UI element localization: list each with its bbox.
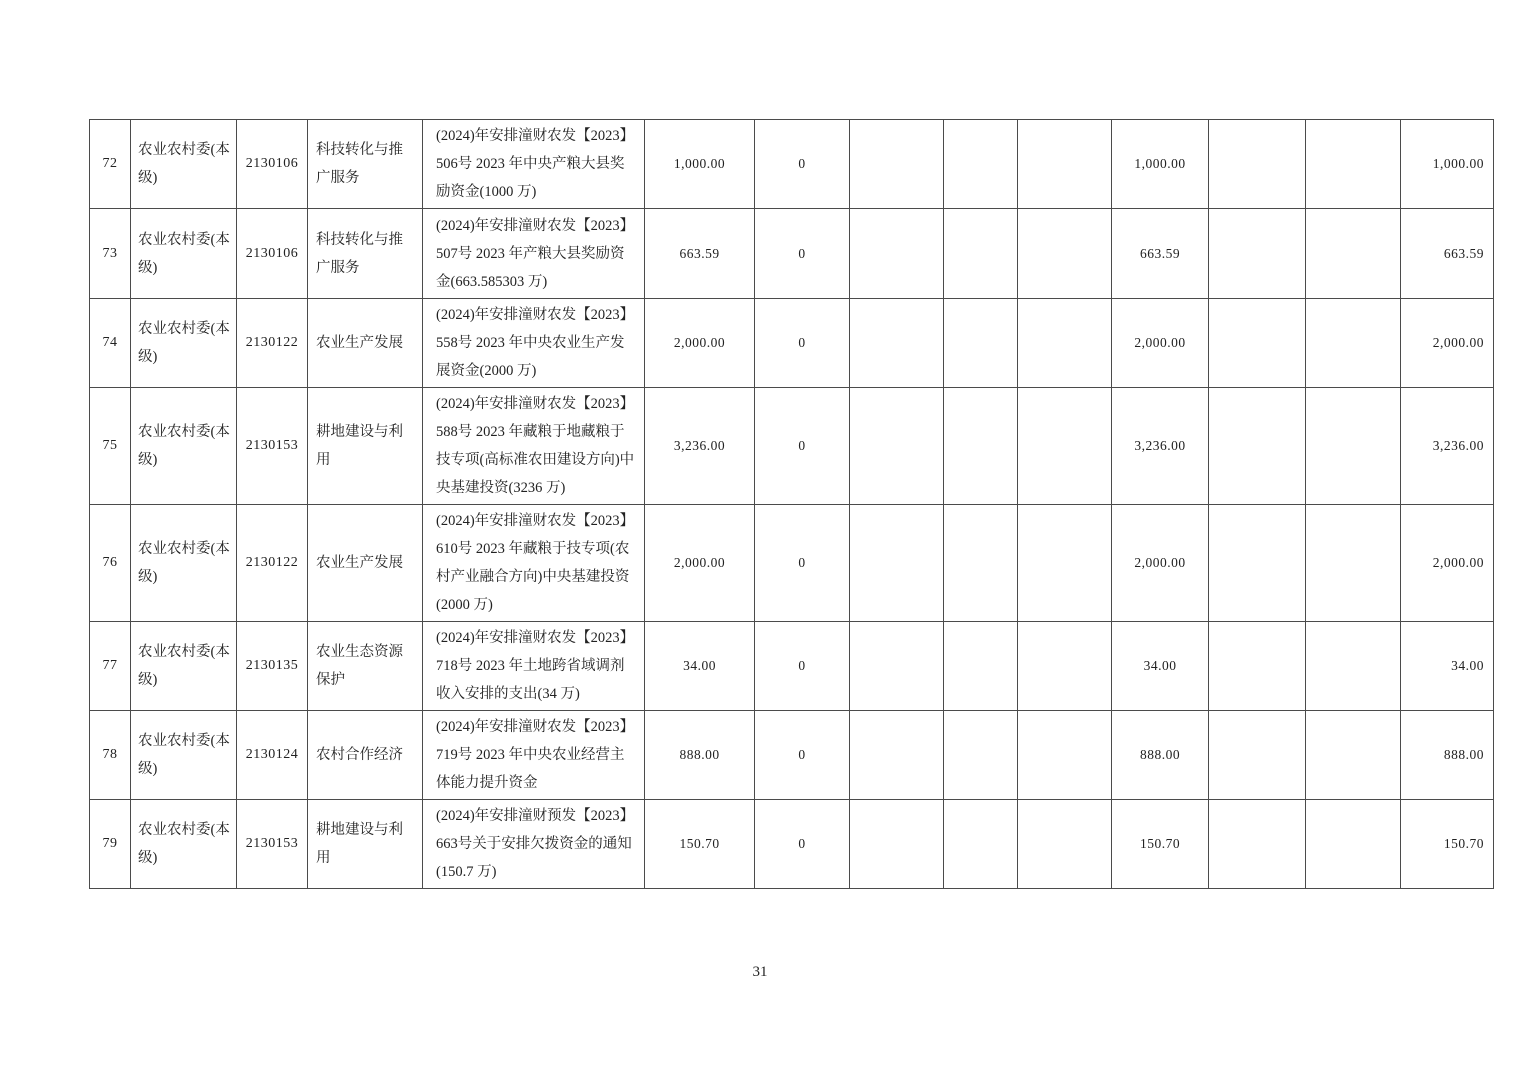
cell-row-number: 73: [90, 209, 131, 299]
cell-department: 农业农村委(本级): [131, 622, 237, 711]
cell-row-number: 74: [90, 299, 131, 388]
cell-functional-code: 2130124: [237, 711, 308, 800]
cell-project-description: (2024)年安排潼财预发【2023】663号关于安排欠拨资金的通知(150.7 万): [423, 800, 645, 889]
cell-category: 农业生产发展: [308, 505, 423, 622]
cell-functional-code: 2130122: [237, 299, 308, 388]
cell-value-2: 0: [755, 120, 850, 209]
cell-category: 科技转化与推广服务: [308, 209, 423, 299]
cell-value-1: 663.59: [645, 209, 755, 299]
table-row: [90, 120, 1494, 209]
cell-value-7: [1209, 505, 1306, 622]
cell-category: 科技转化与推广服务: [308, 120, 423, 209]
cell-value-3: [850, 505, 944, 622]
cell-functional-code: 2130153: [237, 800, 308, 889]
cell-value-9: 888.00: [1401, 711, 1494, 800]
cell-value-8: [1306, 711, 1401, 800]
page-number: 31: [752, 964, 768, 980]
cell-value-9: 1,000.00: [1401, 120, 1494, 209]
cell-value-3: [850, 209, 944, 299]
table-row: [90, 299, 1494, 388]
cell-value-4: [944, 800, 1018, 889]
cell-value-1: 150.70: [645, 800, 755, 889]
cell-value-8: [1306, 800, 1401, 889]
cell-category: 农村合作经济: [308, 711, 423, 800]
cell-value-9: 34.00: [1401, 622, 1494, 711]
cell-value-5: [1018, 209, 1112, 299]
cell-department: 农业农村委(本级): [131, 800, 237, 889]
cell-department: 农业农村委(本级): [131, 209, 237, 299]
cell-value-2: 0: [755, 711, 850, 800]
cell-value-6: 1,000.00: [1112, 120, 1209, 209]
cell-functional-code: 2130106: [237, 120, 308, 209]
cell-value-8: [1306, 388, 1401, 505]
cell-functional-code: 2130106: [237, 209, 308, 299]
cell-category: 农业生产发展: [308, 299, 423, 388]
cell-value-5: [1018, 622, 1112, 711]
cell-row-number: 75: [90, 388, 131, 505]
cell-value-1: 34.00: [645, 622, 755, 711]
cell-value-2: 0: [755, 299, 850, 388]
cell-value-7: [1209, 711, 1306, 800]
cell-row-number: 77: [90, 622, 131, 711]
cell-functional-code: 2130122: [237, 505, 308, 622]
cell-value-5: [1018, 388, 1112, 505]
cell-value-6: 2,000.00: [1112, 299, 1209, 388]
cell-value-4: [944, 299, 1018, 388]
cell-functional-code: 2130135: [237, 622, 308, 711]
cell-value-5: [1018, 120, 1112, 209]
cell-project-description: (2024)年安排潼财农发【2023】506号 2023 年中央产粮大县奖励资金(1000 万): [423, 120, 645, 209]
cell-department: 农业农村委(本级): [131, 711, 237, 800]
cell-functional-code: 2130153: [237, 388, 308, 505]
cell-category: 耕地建设与利用: [308, 800, 423, 889]
table-row: [90, 388, 1494, 505]
cell-value-6: 150.70: [1112, 800, 1209, 889]
cell-department: 农业农村委(本级): [131, 120, 237, 209]
cell-value-7: [1209, 209, 1306, 299]
cell-value-9: 2,000.00: [1401, 505, 1494, 622]
cell-value-1: 3,236.00: [645, 388, 755, 505]
cell-project-description: (2024)年安排潼财农发【2023】718号 2023 年土地跨省域调剂收入安排的支出(34 万): [423, 622, 645, 711]
cell-value-9: 3,236.00: [1401, 388, 1494, 505]
cell-value-8: [1306, 120, 1401, 209]
cell-row-number: 79: [90, 800, 131, 889]
cell-category: 耕地建设与利用: [308, 388, 423, 505]
cell-value-8: [1306, 299, 1401, 388]
cell-value-4: [944, 388, 1018, 505]
cell-value-1: 2,000.00: [645, 505, 755, 622]
cell-value-3: [850, 800, 944, 889]
cell-value-4: [944, 209, 1018, 299]
cell-value-3: [850, 120, 944, 209]
cell-value-7: [1209, 120, 1306, 209]
cell-value-7: [1209, 800, 1306, 889]
table-row: [90, 711, 1494, 800]
cell-project-description: (2024)年安排潼财农发【2023】588号 2023 年藏粮于地藏粮于技专项(高标准农田建设方向)中央基建投资(3236 万): [423, 388, 645, 505]
cell-value-9: 150.70: [1401, 800, 1494, 889]
cell-value-1: 2,000.00: [645, 299, 755, 388]
cell-value-6: 2,000.00: [1112, 505, 1209, 622]
cell-value-5: [1018, 505, 1112, 622]
cell-value-2: 0: [755, 209, 850, 299]
cell-value-5: [1018, 711, 1112, 800]
cell-project-description: (2024)年安排潼财农发【2023】558号 2023 年中央农业生产发展资金(2000 万): [423, 299, 645, 388]
cell-value-1: 1,000.00: [645, 120, 755, 209]
cell-value-3: [850, 299, 944, 388]
cell-value-2: 0: [755, 505, 850, 622]
cell-value-6: 888.00: [1112, 711, 1209, 800]
cell-value-2: 0: [755, 622, 850, 711]
cell-value-4: [944, 622, 1018, 711]
cell-department: 农业农村委(本级): [131, 299, 237, 388]
table-row: [90, 622, 1494, 711]
cell-department: 农业农村委(本级): [131, 388, 237, 505]
cell-value-1: 888.00: [645, 711, 755, 800]
budget-table-body: [90, 120, 1494, 889]
budget-table: [89, 119, 1494, 889]
cell-value-9: 663.59: [1401, 209, 1494, 299]
cell-value-9: 2,000.00: [1401, 299, 1494, 388]
cell-value-7: [1209, 388, 1306, 505]
cell-value-2: 0: [755, 800, 850, 889]
cell-category: 农业生态资源保护: [308, 622, 423, 711]
cell-row-number: 72: [90, 120, 131, 209]
cell-value-8: [1306, 622, 1401, 711]
table-row: [90, 209, 1494, 299]
cell-value-2: 0: [755, 388, 850, 505]
cell-value-4: [944, 711, 1018, 800]
cell-project-description: (2024)年安排潼财农发【2023】610号 2023 年藏粮于技专项(农村产业融合方向)中央基建投资(2000 万): [423, 505, 645, 622]
cell-value-4: [944, 505, 1018, 622]
cell-value-6: 3,236.00: [1112, 388, 1209, 505]
cell-value-4: [944, 120, 1018, 209]
cell-value-5: [1018, 299, 1112, 388]
cell-project-description: (2024)年安排潼财农发【2023】719号 2023 年中央农业经营主体能力提升资金: [423, 711, 645, 800]
table-row: [90, 800, 1494, 889]
cell-value-7: [1209, 622, 1306, 711]
cell-value-3: [850, 711, 944, 800]
cell-value-7: [1209, 299, 1306, 388]
cell-value-3: [850, 622, 944, 711]
cell-row-number: 76: [90, 505, 131, 622]
cell-value-6: 663.59: [1112, 209, 1209, 299]
cell-value-5: [1018, 800, 1112, 889]
cell-value-3: [850, 388, 944, 505]
table-row: [90, 505, 1494, 622]
cell-project-description: (2024)年安排潼财农发【2023】507号 2023 年产粮大县奖励资金(663.585303 万): [423, 209, 645, 299]
cell-department: 农业农村委(本级): [131, 505, 237, 622]
cell-value-8: [1306, 209, 1401, 299]
budget-table-container: [89, 119, 1493, 889]
cell-row-number: 78: [90, 711, 131, 800]
cell-value-8: [1306, 505, 1401, 622]
cell-value-6: 34.00: [1112, 622, 1209, 711]
